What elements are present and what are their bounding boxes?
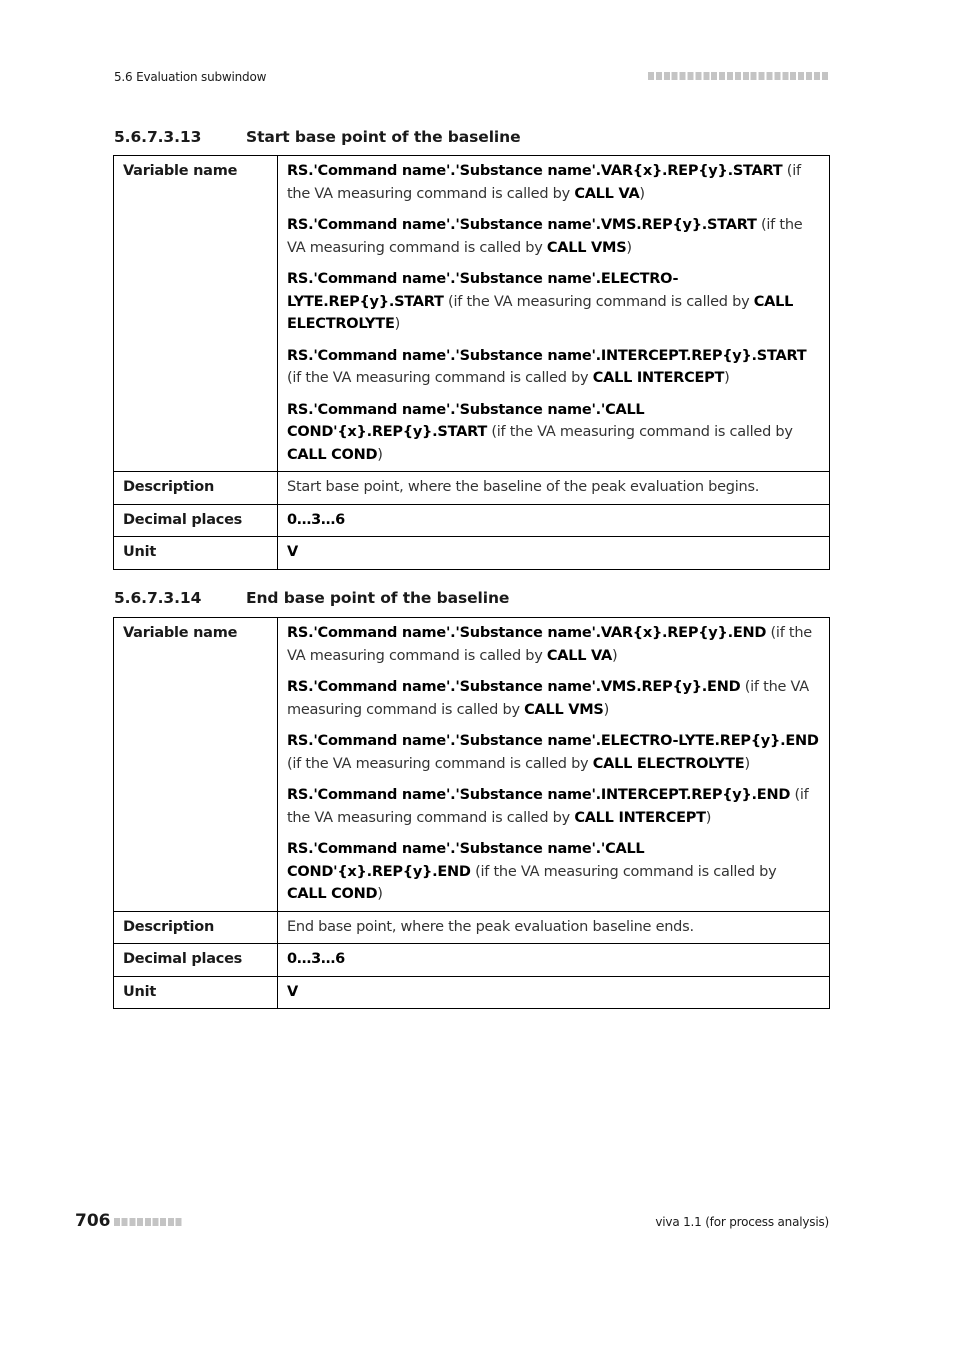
description-cell: End base point, where the peak evaluation baseline ends. <box>278 911 830 944</box>
table-row <box>114 976 830 1009</box>
footer-decoration <box>114 1218 182 1226</box>
unit-cell: V <box>278 537 830 570</box>
page-number: 706 <box>75 1211 111 1231</box>
variable-entry: RS.'Command name'.'Substance name'.VMS.REP{y}.START (if the VA measuring command is called by CALL VMS) <box>287 217 803 256</box>
row-label: Variable name <box>114 156 278 472</box>
table-row <box>114 156 830 472</box>
variable-entry: RS.'Command name'.'Substance name'.INTERCEPT.REP{y}.END (if the VA measuring command is called by CALL INTERCEPT) <box>287 787 809 826</box>
section-heading <box>114 589 509 607</box>
table-row <box>114 944 830 977</box>
unit-cell: V <box>278 976 830 1009</box>
decimal-places-cell: 0…3…6 <box>278 944 830 977</box>
section-number: 5.6.7.3.13 <box>114 128 202 146</box>
running-footer: viva 1.1 (for process analysis) <box>655 1215 829 1229</box>
header-decoration <box>648 72 829 80</box>
table-row <box>114 618 830 912</box>
variable-entry: RS.'Command name'.'Substance name'.'CALL COND'{x}.REP{y}.START (if the VA measuring command is called by CALL COND) <box>287 401 793 463</box>
table-row <box>114 537 830 570</box>
row-label: Unit <box>114 537 278 570</box>
variable-entry: RS.'Command name'.'Substance name'.'CALL COND'{x}.REP{y}.END (if the VA measuring command is called by CALL COND) <box>287 841 777 902</box>
table-row <box>114 472 830 505</box>
row-label: Description <box>114 472 278 505</box>
running-header: 5.6 Evaluation subwindow <box>114 70 267 84</box>
variable-entry: RS.'Command name'.'Substance name'.ELECTRO-LYTE.REP{y}.END (if the VA measuring command is called by CALL ELECTROLYTE) <box>287 733 819 772</box>
row-label: Unit <box>114 976 278 1009</box>
variable-table <box>113 617 830 1009</box>
variable-name-cell <box>278 618 830 912</box>
variable-entry: RS.'Command name'.'Substance name'.ELECTRO-LYTE.REP{y}.START (if the VA measuring command is called by CALL ELECTROLYTE) <box>287 271 794 332</box>
row-label: Decimal places <box>114 944 278 977</box>
row-label: Description <box>114 911 278 944</box>
description-cell: Start base point, where the baseline of the peak evaluation begins. <box>278 472 830 505</box>
variable-name-cell <box>278 156 830 472</box>
variable-entry: RS.'Command name'.'Substance name'.VMS.REP{y}.END (if the VA measuring command is called by CALL VMS) <box>287 679 809 718</box>
variable-entry: RS.'Command name'.'Substance name'.INTERCEPT.REP{y}.START (if the VA measuring command is called by CALL INTERCEPT) <box>287 347 807 386</box>
variable-table <box>113 155 830 570</box>
row-label: Variable name <box>114 618 278 912</box>
table-row <box>114 504 830 537</box>
table-row <box>114 911 830 944</box>
decimal-places-cell: 0…3…6 <box>278 504 830 537</box>
section-title: Start base point of the baseline <box>246 128 521 146</box>
variable-entry: RS.'Command name'.'Substance name'.VAR{x}.REP{y}.START (if the VA measuring command is called by CALL VA) <box>287 163 801 202</box>
section-heading <box>114 128 520 146</box>
section-number: 5.6.7.3.14 <box>114 589 202 607</box>
row-label: Decimal places <box>114 504 278 537</box>
section-title: End base point of the baseline <box>246 589 510 607</box>
variable-entry: RS.'Command name'.'Substance name'.VAR{x}.REP{y}.END (if the VA measuring command is called by CALL VA) <box>287 625 812 664</box>
